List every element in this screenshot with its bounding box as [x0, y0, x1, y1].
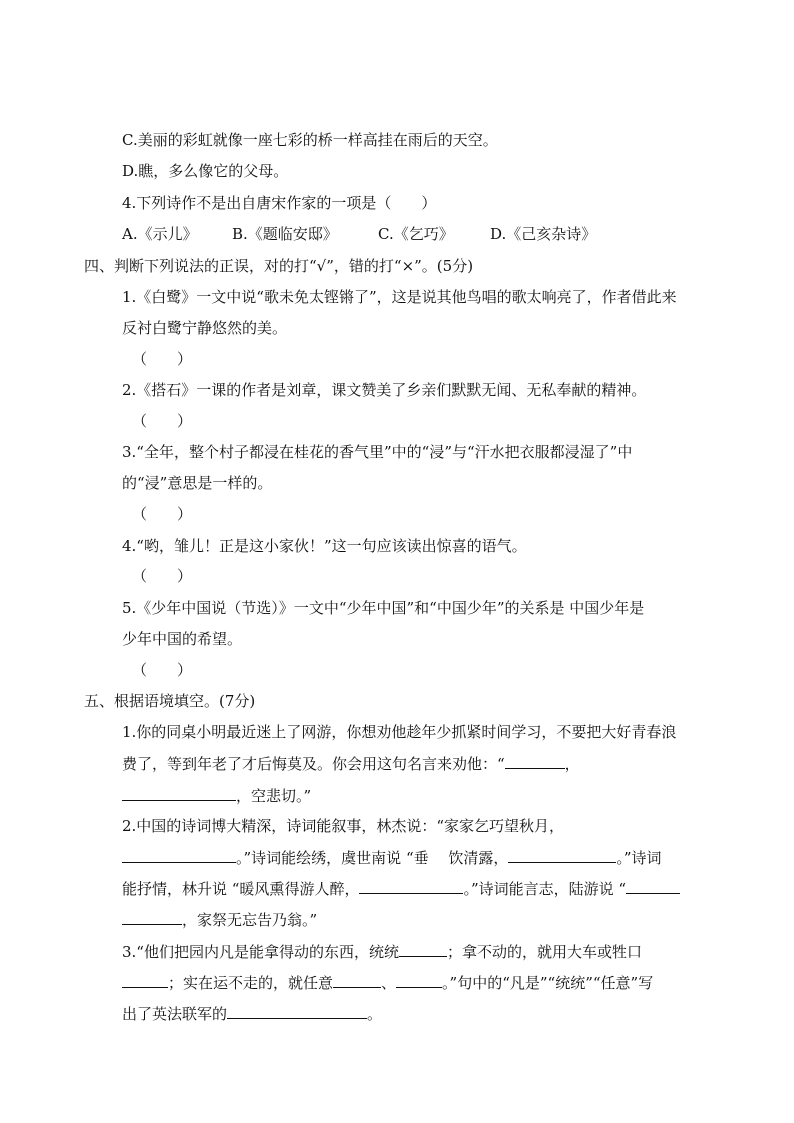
s5-q3-blank4[interactable]	[396, 972, 442, 988]
s5-q1-blank1[interactable]	[505, 753, 565, 769]
s5-q3-blank3[interactable]	[333, 972, 381, 988]
s5-q2-blank4-cont[interactable]	[122, 909, 182, 925]
s4-item3-line1: 3.“全年，整个村子都浸在桂花的香气里”中的“浸”与“汗水把衣服都浸湿了”中	[122, 443, 633, 461]
s5-q2-line2	[122, 847, 662, 868]
s5-q2-blank2[interactable]	[508, 847, 616, 863]
q4-stem: 4.下列诗作不是出自唐宋作家的一项是（ ）	[122, 194, 437, 212]
s5-q3-line1	[122, 941, 642, 962]
s5-q2-line1: 2.中国的诗词博大精深，诗词能叙事，林杰说：“家家乞巧望秋月，	[122, 817, 564, 835]
s4-item2-line1: 2.《搭石》一课的作者是刘章，课文赞美了乡亲们默默无闻、无私奉献的精神。	[122, 381, 647, 399]
s5-q2-blank3[interactable]	[359, 878, 463, 894]
s5-q1-line2-end: ，	[564, 755, 580, 773]
q4-option-b: B.《题临安邸》	[232, 225, 338, 243]
s5-q2-blank4[interactable]	[626, 878, 680, 894]
s5-q3-line3	[122, 1003, 382, 1024]
section5-title: 五、根据语境填空。(7分)	[84, 692, 256, 710]
s4-item2-answer-bracket[interactable]: （ ）	[132, 412, 193, 430]
s5-q3-blank5[interactable]	[227, 1003, 367, 1019]
s5-q1-line2	[122, 753, 580, 774]
s4-item5-answer-bracket[interactable]: （ ）	[132, 661, 193, 679]
s5-q2-line3	[122, 878, 680, 899]
s5-q3-line1-b: ；拿不动的，就用大车或牲口	[446, 943, 642, 961]
s5-q3-line3-a: 出了英法联军的	[122, 1005, 228, 1023]
s5-q2-line4-end: ，家祭无忘告乃翁。”	[182, 911, 318, 929]
s5-q3-line2-b: 、	[381, 974, 397, 992]
s5-q3-line2-c: 。”句中的“凡是”“统统”“任意”写	[442, 974, 654, 992]
q4-option-c: C.《乞巧》	[378, 225, 454, 243]
section4-title: 四、判断下列说法的正误，对的打“√”，错的打“×”。(5分)	[84, 257, 474, 275]
s5-q1-line3-end: ，空悲切。”	[236, 787, 312, 805]
q3-option-c: C.美丽的彩虹就像一座七彩的桥一样高挂在雨后的天空。	[122, 131, 498, 149]
s5-q2-line3-a: 能抒情，林升说 “暖风熏得游人醉，	[122, 880, 360, 898]
s5-q3-line3-b: 。	[367, 1005, 383, 1023]
s5-q3-line1-a: 3.“他们把园内凡是能拿得动的东西，统统	[122, 943, 399, 961]
s5-q3-blank2[interactable]	[122, 972, 168, 988]
q4-options	[122, 224, 596, 244]
s5-q1-blank2[interactable]	[122, 785, 236, 801]
s5-q2-blank1[interactable]	[122, 847, 236, 863]
s4-item5-line2: 少年中国的希望。	[122, 630, 243, 648]
q4-option-a: A.《示儿》	[122, 225, 198, 243]
s5-q1-line2-text: 费了，等到年老了才后悔莫及。你会用这句名言来劝他：“	[122, 755, 505, 773]
s5-q2-line2-b: 。”诗词	[616, 849, 662, 867]
s5-q3-blank1[interactable]	[399, 941, 447, 957]
s4-item4-line1: 4.“哟，雏儿！正是这小家伙！”这一句应该读出惊喜的语气。	[122, 537, 527, 555]
s5-q1-line3	[122, 785, 311, 806]
s5-q2-line3-b: 。”诗词能言志，陆游说 “	[463, 880, 627, 898]
s4-item1-line2: 反衬白鹭宁静悠然的美。	[122, 319, 288, 337]
s5-q2-line4	[122, 909, 317, 930]
q3-option-d: D.瞧，多么像它的父母。	[122, 162, 289, 180]
s4-item4-answer-bracket[interactable]: （ ）	[132, 567, 193, 585]
s4-item1-line1: 1.《白鹭》一文中说“歌未免太铿锵了”，这是说其他鸟唱的歌太响亮了，作者借此来	[122, 288, 677, 306]
s5-q3-line2-a: ；实在运不走的，就任意	[168, 974, 334, 992]
s4-item1-answer-bracket[interactable]: （ ）	[132, 350, 193, 368]
s4-item3-answer-bracket[interactable]: （ ）	[132, 505, 193, 523]
s5-q3-line2	[122, 972, 653, 993]
q4-option-d: D.《己亥杂诗》	[490, 225, 597, 243]
s5-q2-line2-a: 。”诗词能绘绣，虞世南说 “垂 饮清露，	[236, 849, 509, 867]
s5-q1-line1: 1.你的同桌小明最近迷上了网游，你想劝他趁年少抓紧时间学习，不要把大好青春浪	[122, 723, 677, 741]
s4-item5-line1: 5.《少年中国说（节选）》一文中“少年中国”和“中国少年”的关系是 中国少年是	[122, 599, 645, 617]
s4-item3-line2: 的“浸”意思是一样的。	[122, 474, 273, 492]
